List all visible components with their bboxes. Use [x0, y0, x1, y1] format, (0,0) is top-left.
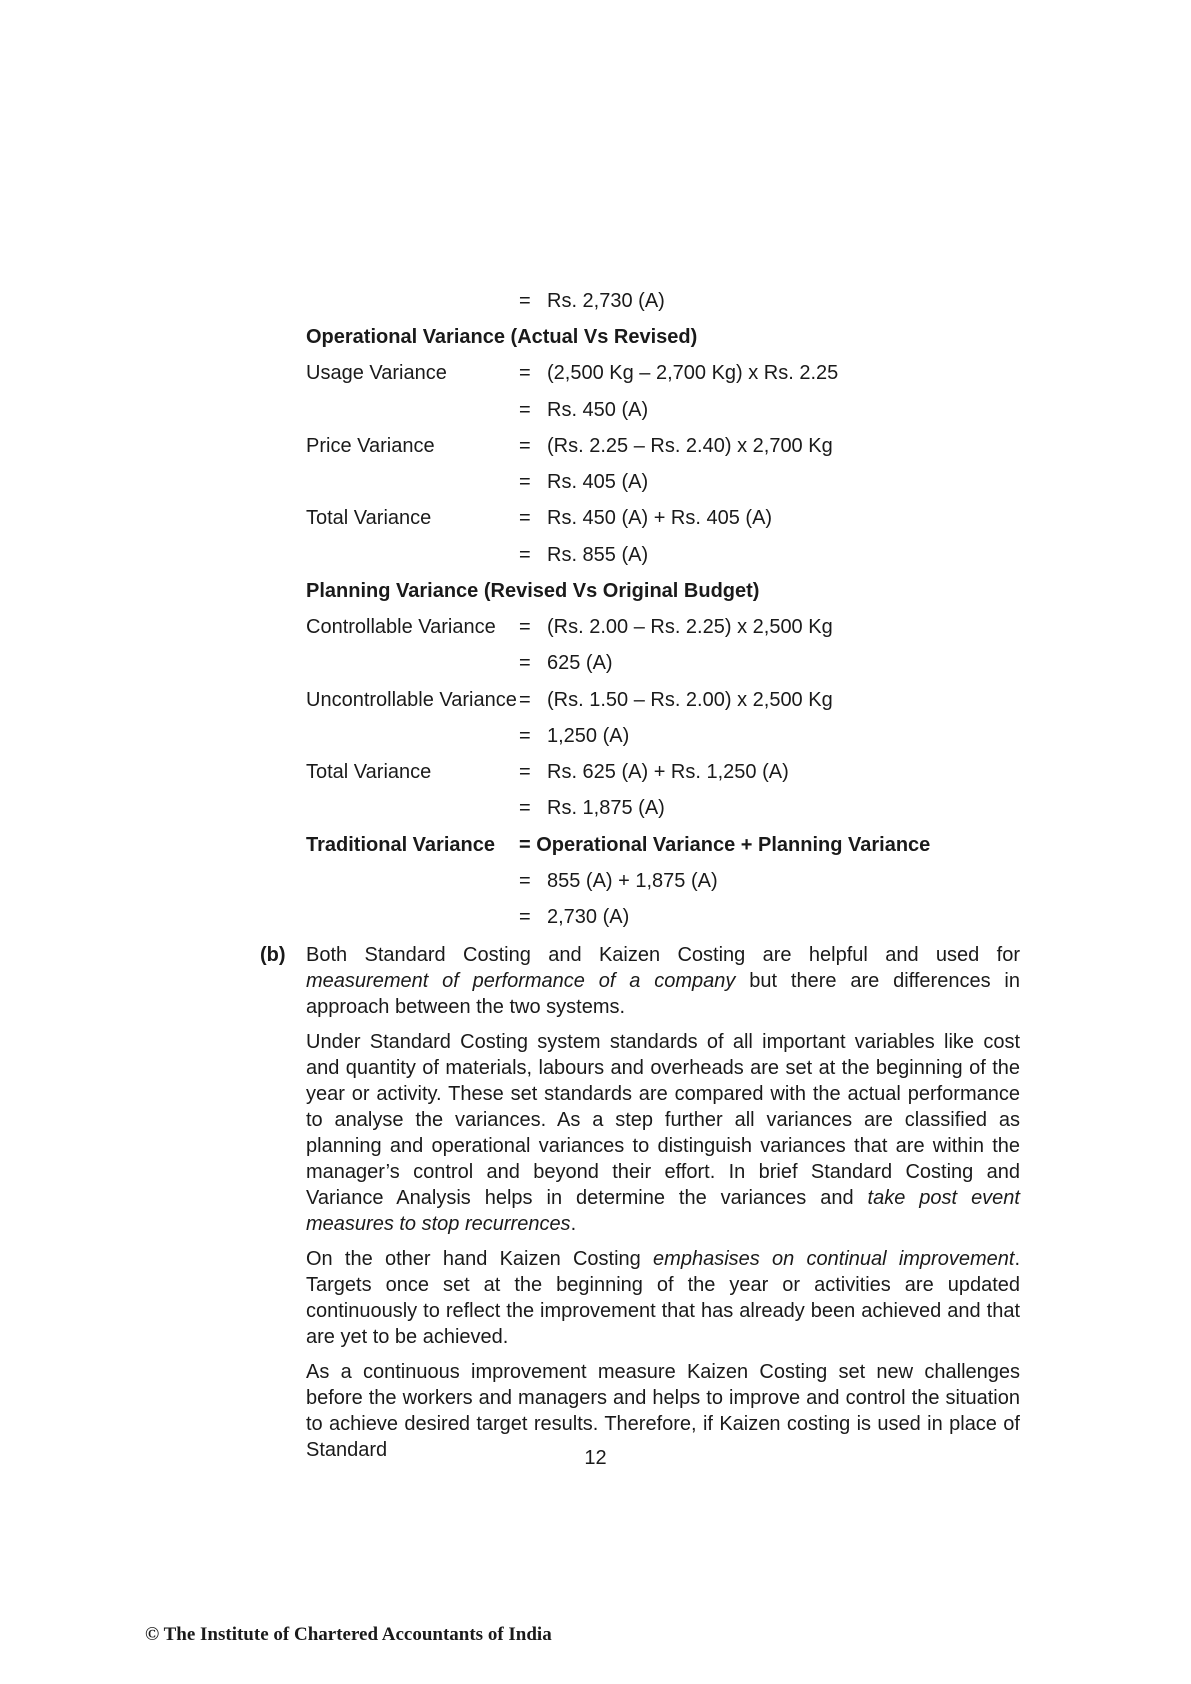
- calc-row: Uncontrollable Variance = (Rs. 1.50 – Rs. 2.00) x 2,500 Kg: [306, 689, 833, 711]
- calc-row: Controllable Variance = (Rs. 2.00 – Rs. 2.25) x 2,500 Kg: [306, 616, 833, 638]
- page-number: 12: [584, 1447, 607, 1469]
- calc-row: Total Variance = Rs. 625 (A) + Rs. 1,250 (A): [306, 761, 789, 783]
- section-marker: (b): [260, 944, 286, 966]
- calc-row: = Rs. 1,875 (A): [519, 797, 665, 819]
- calc-row: = 1,250 (A): [519, 725, 630, 747]
- calc-row: = Rs. 405 (A): [519, 471, 649, 493]
- calc-row: = 625 (A): [519, 652, 613, 674]
- calc-row: = Rs. 855 (A): [519, 544, 649, 566]
- paragraph: Both Standard Costing and Kaizen Costing are helpful and used for measurement of performance of a company but there are differences in approach between the two systems.: [306, 944, 1020, 1018]
- operational-variance-heading: Operational Variance (Actual Vs Revised): [306, 326, 698, 348]
- calc-row: = 2,730 (A): [519, 906, 630, 928]
- paragraph: As a continuous improvement measure Kaizen Costing set new challenges before the workers and managers and helps to improve and control the situation to achieve desired target results. Therefore, if Kaizen costing is used in place of Standard: [306, 1361, 1020, 1461]
- footer-copyright: © The Institute of Chartered Accountants of India: [145, 1624, 552, 1645]
- paragraph: On the other hand Kaizen Costing emphasises on continual improvement. Targets once set at the beginning of the year or activities are updated continuously to reflect the improvement that has already been achieved and that are yet to be achieved.: [306, 1248, 1020, 1348]
- calc-row: = Rs. 450 (A): [519, 399, 649, 421]
- calc-row: = Rs. 2,730 (A): [519, 290, 665, 312]
- calc-row: = 855 (A) + 1,875 (A): [519, 870, 718, 892]
- calc-row: Total Variance = Rs. 450 (A) + Rs. 405 (A): [306, 507, 773, 529]
- traditional-variance-row: Traditional Variance = Operational Variance + Planning Variance: [306, 834, 931, 856]
- paragraph: Under Standard Costing system standards of all important variables like cost and quantity of materials, labours and overheads are set at the beginning of the year or activity. These set standards are compared with the actual performance to analyse the variances. As a step further all variances are classified as planning and operational variances to distinguish variances that are within the manager’s control and beyond their effort. In brief Standard Costing and Variance Analysis helps in determine the variances and take post event measures to stop recurrences.: [306, 1031, 1020, 1235]
- section-b-body: [306, 942, 1020, 1472]
- calc-row: Usage Variance = (2,500 Kg – 2,700 Kg) x Rs. 2.25: [306, 362, 839, 384]
- calc-row: Price Variance = (Rs. 2.25 – Rs. 2.40) x 2,700 Kg: [306, 435, 833, 457]
- planning-variance-heading: Planning Variance (Revised Vs Original Budget): [306, 580, 760, 602]
